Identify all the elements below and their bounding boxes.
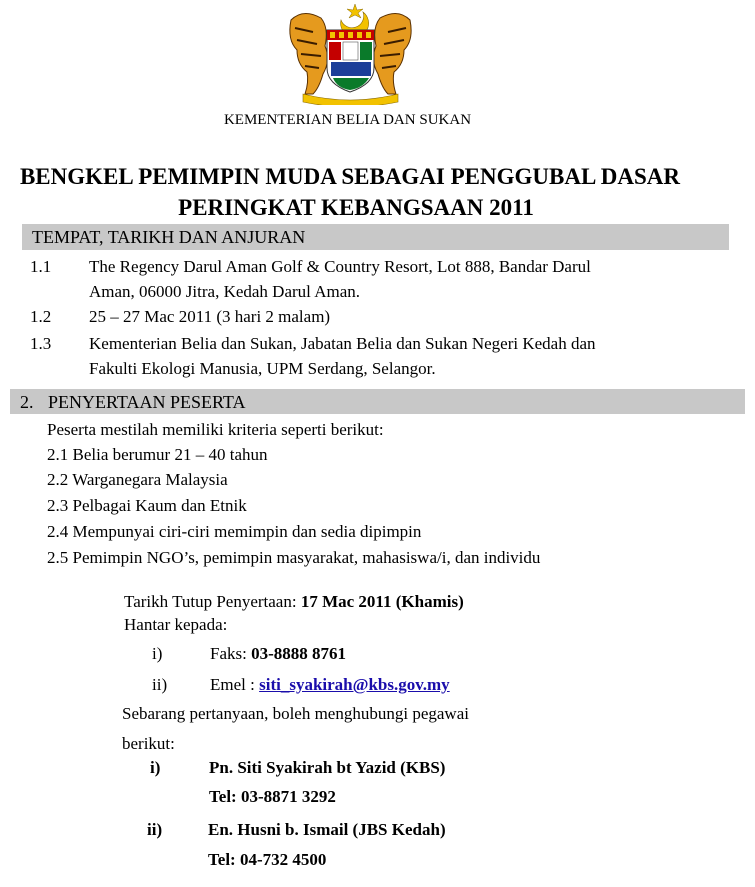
criteria-item: 2.1 Belia berumur 21 – 40 tahun — [47, 445, 268, 464]
criteria-item: 2.2 Warganegara Malaysia — [47, 470, 228, 489]
ministry-name: KEMENTERIAN BELIA DAN SUKAN — [223, 112, 472, 128]
send-to-label: Hantar kepada: — [124, 615, 228, 634]
item-1-3-text-line2: Fakulti Ekologi Manusia, UPM Serdang, Selangor. — [89, 359, 436, 378]
inquiry-text-line1: Sebarang pertanyaan, boleh menghubungi pegawai — [122, 704, 469, 723]
closing-date-label: Tarikh Tutup Penyertaan: — [124, 592, 301, 611]
item-1-1-text-line2: Aman, 06000 Jitra, Kedah Darul Aman. — [89, 282, 360, 301]
fax-label: Faks: — [210, 644, 252, 663]
item-1-3-text-line1: Kementerian Belia dan Sukan, Jabatan Belia dan Sukan Negeri Kedah dan — [89, 334, 596, 353]
contact-2-name: En. Husni b. Ismail (JBS Kedah) — [208, 820, 446, 839]
contact-1-number: i) — [150, 758, 161, 777]
contact-2-number: ii) — [147, 820, 163, 839]
item-1-3-number: 1.3 — [30, 334, 52, 353]
document-title-line1: BENGKEL PEMIMPIN MUDA SEBAGAI PENGGUBAL DASAR — [19, 164, 681, 189]
item-1-2-text: 25 – 27 Mac 2011 (3 hari 2 malam) — [89, 307, 331, 326]
section-1-heading: TEMPAT, TARIKH DAN ANJURAN — [32, 227, 306, 247]
fax-value: 03-8888 8761 — [251, 644, 347, 663]
section-2-heading: PENYERTAAN PESERTA — [48, 392, 246, 412]
fax-line — [210, 644, 346, 664]
item-1-2-number: 1.2 — [30, 307, 52, 326]
document-title-line2: PERINGKAT KEBANGSAAN 2011 — [178, 195, 534, 220]
section-2-heading-bar — [10, 389, 745, 414]
criteria-item: 2.4 Mempunyai ciri-ciri memimpin dan sedia dipimpin — [47, 522, 422, 541]
item-1-1-number: 1.1 — [30, 257, 52, 276]
email-line — [210, 675, 450, 695]
email-label: Emel : — [210, 675, 260, 694]
item-1-1-text-line1: The Regency Darul Aman Golf & Country Resort, Lot 888, Bandar Darul — [89, 257, 591, 276]
section-2-number: 2. — [20, 392, 34, 412]
criteria-item: 2.5 Pemimpin NGO’s, pemimpin masyarakat, mahasiswa/i, dan individu — [47, 548, 541, 567]
contact-1-tel: Tel: 03-8871 3292 — [209, 787, 336, 806]
email-link[interactable]: siti_syakirah@kbs.gov.my — [259, 675, 450, 694]
inquiry-text-line2: berikut: — [122, 734, 175, 753]
criteria-intro: Peserta mestilah memiliki kriteria seperti berikut: — [47, 420, 384, 439]
contact-2-tel: Tel: 04-732 4500 — [208, 850, 327, 869]
closing-date-value: 17 Mac 2011 (Khamis) — [300, 592, 464, 611]
section-1-heading-bar — [22, 224, 729, 250]
closing-date-line — [124, 592, 464, 612]
email-number-marker: ii) — [152, 675, 168, 694]
criteria-item: 2.3 Pelbagai Kaum dan Etnik — [47, 496, 247, 515]
contact-1-name: Pn. Siti Syakirah bt Yazid (KBS) — [209, 758, 446, 777]
coat-of-arms-logo — [283, 2, 418, 105]
fax-number-marker: i) — [152, 644, 163, 663]
